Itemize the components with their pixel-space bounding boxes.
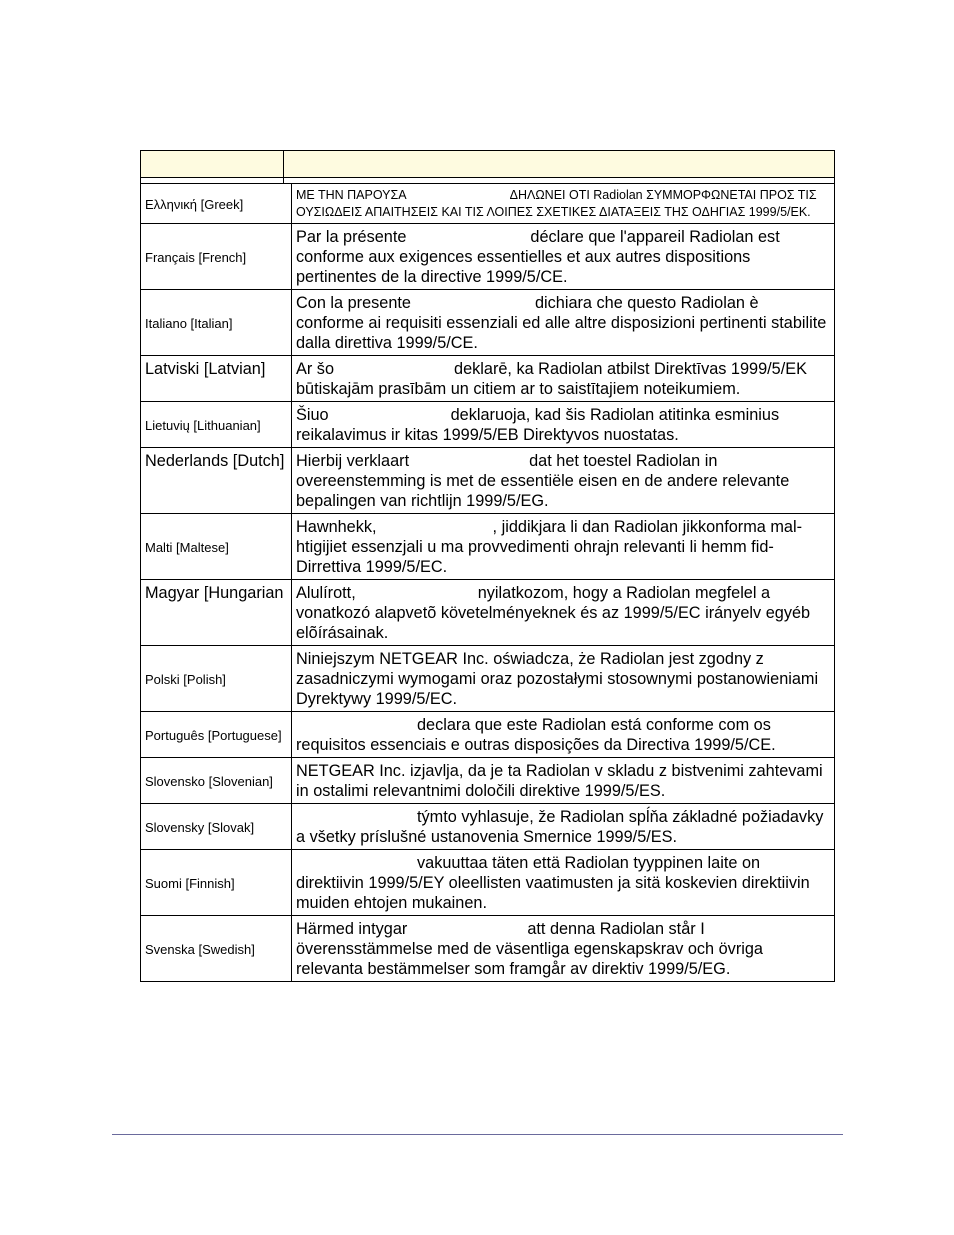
- table-row: [141, 712, 835, 758]
- declaration-text: Niniejszym NETGEAR Inc. oświadcza, że Radiolan jest zgodny z zasadniczymi wymogami oraz pozostałymi stosownymi postanowieniami Dyrektywy 1999/5/EC.: [292, 646, 835, 712]
- declaration-text: Par la présente déclare que l'appareil Radiolan est conforme aux exigences essentielles et aux autres dispositions pertinentes de la directive 1999/5/CE.: [292, 224, 835, 290]
- language-cell: Malti [Maltese]: [141, 514, 292, 580]
- table-row: [141, 290, 835, 356]
- table-row: [141, 804, 835, 850]
- language-cell: Slovensko [Slovenian]: [141, 758, 292, 804]
- declaration-text: týmto vyhlasuje, že Radiolan spĺňa základné požiadavky a všetky príslušné ustanovenia Smernice 1999/5/ES.: [292, 804, 835, 850]
- declaration-text: Härmed intygar att denna Radiolan står I överensstämmelse med de väsentliga egenskapskrav och övriga relevanta bestämmelser som framgår av direktiv 1999/5/EG.: [292, 916, 835, 982]
- table-row: [141, 402, 835, 448]
- declaration-text: Hawnhekk, , jiddikjara li dan Radiolan jikkonforma mal-htigijiet essenzjali u ma provvedimenti ohrajn relevanti li hemm fid-Dirrettiva 1999/5/EC.: [292, 514, 835, 580]
- language-cell: Magyar [Hungarian: [141, 580, 292, 646]
- language-cell: Slovensky [Slovak]: [141, 804, 292, 850]
- language-cell: Polski [Polish]: [141, 646, 292, 712]
- declaration-text: declara que este Radiolan está conforme com os requisitos essenciais e outras disposições da Directiva 1999/5/CE.: [292, 712, 835, 758]
- language-cell: Français [French]: [141, 224, 292, 290]
- declaration-text: Ar šo deklarē, ka Radiolan atbilst Direktīvas 1999/5/EK būtiskajām prasībām un citiem ar to saistītajiem noteikumiem.: [292, 356, 835, 402]
- declaration-text: Šiuo deklaruoja, kad šis Radiolan atitinka esminius reikalavimus ir kitas 1999/5/EB Direktyvos nuostatas.: [292, 402, 835, 448]
- table-row: [141, 580, 835, 646]
- table-row: [141, 916, 835, 982]
- declaration-table: [140, 183, 835, 982]
- table-row: [141, 514, 835, 580]
- language-cell: Ελληνική [Greek]: [141, 184, 292, 224]
- table-row: [141, 224, 835, 290]
- table-header-row: [140, 150, 835, 178]
- language-cell: Svenska [Swedish]: [141, 916, 292, 982]
- table-row: [141, 646, 835, 712]
- language-cell: Português [Portuguese]: [141, 712, 292, 758]
- table-row: [141, 356, 835, 402]
- declaration-text: Alulírott, nyilatkozom, hogy a Radiolan megfelel a vonatkozó alapvetõ követelményeknek és az 1999/5/EC irányelv egyéb elõírásainak.: [292, 580, 835, 646]
- language-cell: Suomi [Finnish]: [141, 850, 292, 916]
- declaration-text: Hierbij verklaart dat het toestel Radiolan in overeenstemming is met de essentiële eisen en de andere relevante bepalingen van richtlijn 1999/5/EG.: [292, 448, 835, 514]
- table-row: [141, 850, 835, 916]
- declaration-text: vakuuttaa täten että Radiolan tyyppinen laite on direktiivin 1999/5/EY oleellisten vaatimusten ja sitä koskevien direktiivin muiden ehtojen mukainen.: [292, 850, 835, 916]
- language-cell: Latviski [Latvian]: [141, 356, 292, 402]
- table-row: [141, 758, 835, 804]
- footer-rule: [112, 1134, 843, 1135]
- language-cell: Lietuvių [Lithuanian]: [141, 402, 292, 448]
- language-cell: Italiano [Italian]: [141, 290, 292, 356]
- language-cell: Nederlands [Dutch]: [141, 448, 292, 514]
- declaration-text: NETGEAR Inc. izjavlja, da je ta Radiolan v skladu z bistvenimi zahtevami in ostalimi relevantnimi določili direktive 1999/5/ES.: [292, 758, 835, 804]
- declaration-text: ΜΕ ΤΗΝ ΠΑΡΟΥΣΑ ΔΗΛΩΝΕΙ ΟΤΙ Radiolan ΣΥΜΜΟΡΦΩΝΕΤΑΙ ΠΡΟΣ ΤΙΣ ΟΥΣΙΩΔΕΙΣ ΑΠΑΙΤΗΣΕΙΣ ΚΑΙ ΤΙΣ ΛΟΙΠΕΣ ΣΧΕΤΙΚΕΣ ΔΙΑΤΑΞΕΙΣ ΤΗΣ ΟΔΗΓΙΑΣ 1999/5/ΕΚ.: [292, 184, 835, 224]
- table-row: [141, 184, 835, 224]
- declaration-text: Con la presente dichiara che questo Radiolan è conforme ai requisiti essenziali ed alle altre disposizioni pertinenti stabilite dalla direttiva 1999/5/CE.: [292, 290, 835, 356]
- table-row: [141, 448, 835, 514]
